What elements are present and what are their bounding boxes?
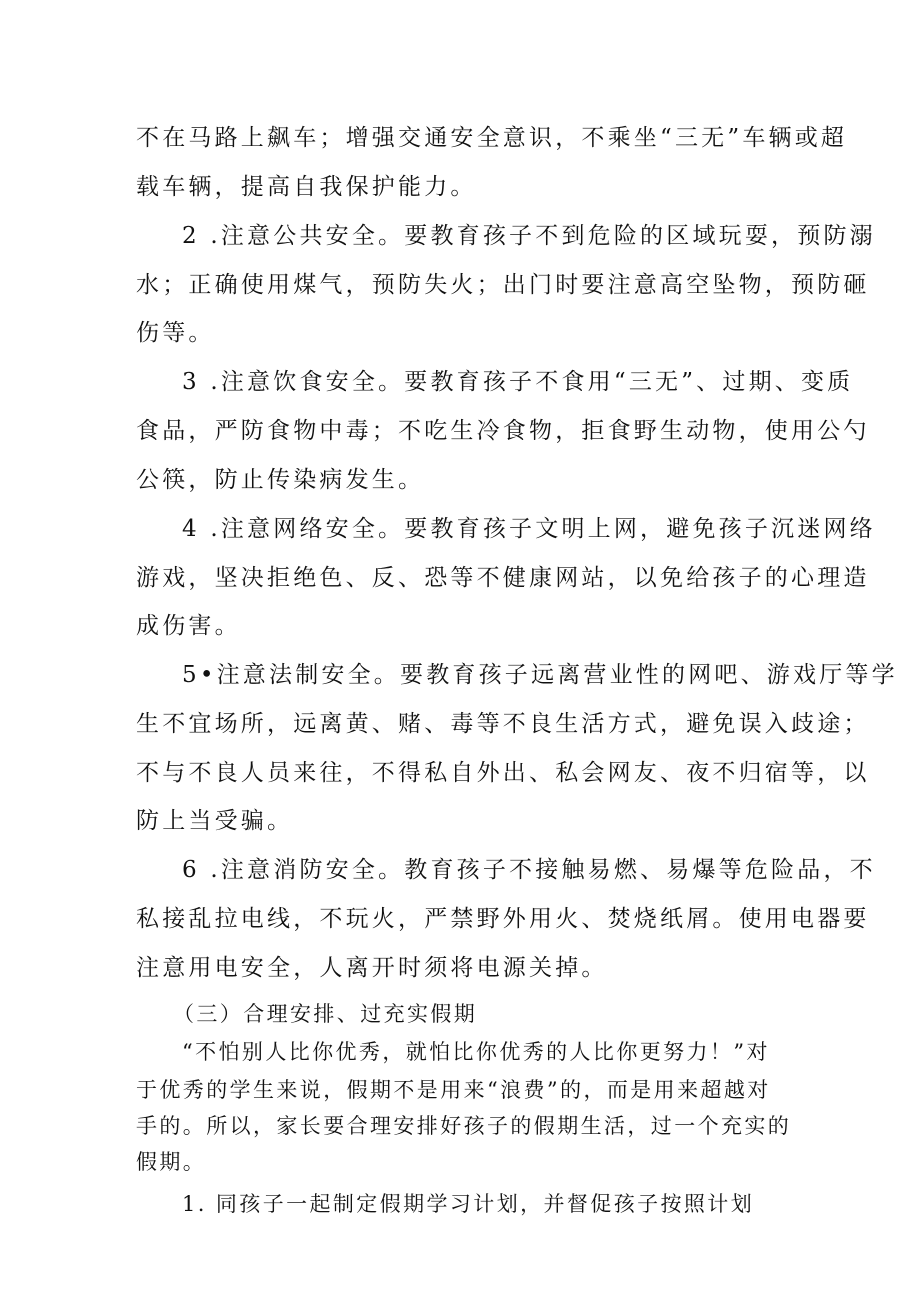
text-line-21: 于优秀的学生来说，假期不是用来“浪费”的，而是用来超越对 (136, 1078, 771, 1102)
text-line-12: 5•注意法制安全。要教育孩子远离营业性的网吧、游戏厅等学 (182, 662, 898, 688)
text-line-2: 载车辆，提高自我保护能力。 (136, 174, 477, 200)
text-line-23: 假期。 (136, 1150, 207, 1174)
text-line-5: 伤等。 (136, 320, 215, 346)
text-line-8: 公筷，防止传染病发生。 (136, 467, 425, 493)
text-line-10: 游戏，坚决拒绝色、反、恐等不健康网站，以免给孩子的心理造 (136, 565, 870, 591)
text-line-22: 手的。所以，家长要合理安排好孩子的假期生活，过一个充实的 (136, 1114, 792, 1138)
text-line-20: “不怕别人比你优秀，就怕比你优秀的人比你更努力！”对 (182, 1040, 770, 1064)
text-line-6: 3 .注意饮食安全。要教育孩子不食用“三无”、过期、变质 (182, 369, 854, 395)
text-line-15: 防上当受骗。 (136, 808, 294, 834)
text-line-17: 私接乱拉电线，不玩火，严禁野外用火、焚烧纸屑。使用电器要 (136, 906, 870, 932)
text-line-24: 1. 同孩子一起制定假期学习计划，并督促孩子按照计划 (182, 1192, 755, 1216)
text-line-7: 食品，严防食物中毒；不吃生冷食物，拒食野生动物，使用公勺 (136, 418, 870, 444)
text-line-13: 生不宜场所，远离黄、赌、毒等不良生活方式，避免误入歧途； (136, 711, 870, 737)
text-line-18: 注意用电安全，人离开时须将电源关掉。 (136, 955, 608, 981)
text-line-14: 不与不良人员来往，不得私自外出、私会网友、夜不归宿等，以 (136, 760, 870, 786)
text-line-1: 不在马路上飙车；增强交通安全意识，不乘坐“三无”车辆或超 (136, 125, 848, 151)
text-line-16: 6 .注意消防安全。教育孩子不接触易燃、易爆等危险品，不 (182, 857, 876, 883)
section-heading: （三）合理安排、过充实假期 (173, 1002, 478, 1026)
text-line-3: 2 .注意公共安全。要教育孩子不到危险的区域玩耍，预防溺 (182, 223, 876, 249)
text-line-4: 水；正确使用煤气，预防失火；出门时要注意高空坠物，预防砸 (136, 272, 870, 298)
text-line-11: 成伤害。 (136, 613, 241, 639)
text-line-9: 4 .注意网络安全。要教育孩子文明上网，避免孩子沉迷网络 (182, 516, 876, 542)
